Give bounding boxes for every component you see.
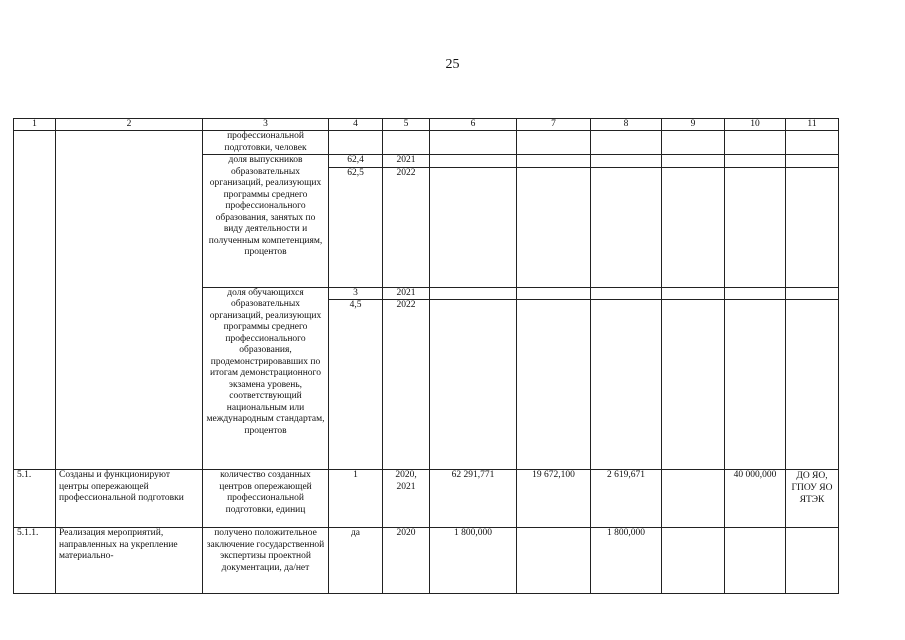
indicator-cell: количество созданных центров опережающей профессиональной подготовки, единиц — [203, 470, 329, 528]
value-cell: 1 — [329, 470, 383, 528]
value-cell: 62,4 — [329, 155, 383, 168]
budget-cell: 2 619,671 — [591, 470, 662, 528]
header-cell: 5 — [383, 119, 430, 131]
header-cell: 4 — [329, 119, 383, 131]
header-cell: 10 — [725, 119, 786, 131]
indicator-cell: доля обучающихся образовательных организаций, реализующих программы среднего профессионального образования, продемонстрировавших по итогам демонстрационного экзамена уровень, соответствующий национальным или международным стандартам, процентов — [203, 287, 329, 470]
indicator-cell: профессиональной подготовки, человек — [203, 131, 329, 155]
row-number-cell: 5.1.1. — [14, 528, 56, 594]
header-cell: 3 — [203, 119, 329, 131]
table-row — [14, 131, 839, 155]
value-cell: 62,5 — [329, 167, 383, 287]
executor-cell — [786, 528, 839, 594]
value-cell: 4,5 — [329, 300, 383, 470]
executor-cell — [786, 131, 839, 155]
header-row — [14, 119, 839, 131]
indicator-cell: получено положительное заключение государственной экспертизы проектной документации, да/нет — [203, 528, 329, 594]
budget-cell — [725, 528, 786, 594]
year-cell: 2021 — [383, 155, 430, 168]
budget-cell: 62 291,771 — [430, 470, 517, 528]
budget-cell — [517, 131, 591, 155]
year-cell: 2020, 2021 — [383, 470, 430, 528]
header-cell: 9 — [662, 119, 725, 131]
row-number-cell — [14, 131, 56, 470]
budget-cell: 40 000,000 — [725, 470, 786, 528]
year-cell — [383, 131, 430, 155]
budget-cell: 1 800,000 — [591, 528, 662, 594]
year-cell: 2022 — [383, 300, 430, 470]
page-number: 25 — [445, 57, 460, 72]
result-name-cell: Созданы и функционируют центры опережающей профессиональной подготовки — [56, 470, 203, 528]
value-cell — [329, 131, 383, 155]
budget-cell: 1 800,000 — [430, 528, 517, 594]
header-cell: 7 — [517, 119, 591, 131]
budget-cell: 19 672,100 — [517, 470, 591, 528]
header-cell: 2 — [56, 119, 203, 131]
result-name-cell — [56, 131, 203, 470]
header-cell: 8 — [591, 119, 662, 131]
program-table — [13, 118, 839, 594]
table-row — [14, 470, 839, 528]
budget-cell — [662, 528, 725, 594]
budget-cell — [662, 131, 725, 155]
budget-cell — [725, 131, 786, 155]
value-cell: 3 — [329, 287, 383, 300]
budget-cell — [662, 470, 725, 528]
table-row — [14, 528, 839, 594]
header-cell: 11 — [786, 119, 839, 131]
header-cell: 6 — [430, 119, 517, 131]
budget-cell — [591, 131, 662, 155]
year-cell: 2021 — [383, 287, 430, 300]
executor-cell: ДО ЯО, ГПОУ ЯО ЯТЭК — [786, 470, 839, 528]
budget-cell — [517, 528, 591, 594]
year-cell: 2020 — [383, 528, 430, 594]
row-number-cell: 5.1. — [14, 470, 56, 528]
budget-cell — [430, 131, 517, 155]
year-cell: 2022 — [383, 167, 430, 287]
value-cell: да — [329, 528, 383, 594]
indicator-cell: доля выпускников образовательных организаций, реализующих программы среднего профессионального образования, занятых по виду деятельности и полученным компетенциям, процентов — [203, 155, 329, 288]
header-cell: 1 — [14, 119, 56, 131]
result-name-cell: Реализация мероприятий, направленных на укрепление материально- — [56, 528, 203, 594]
